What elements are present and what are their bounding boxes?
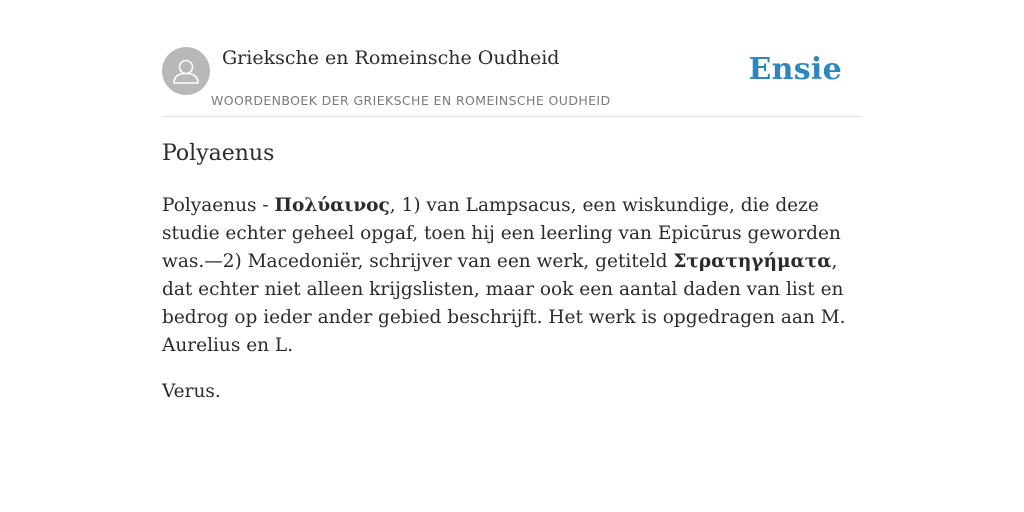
greek-term: Στρατηγήματα	[673, 251, 832, 272]
paragraph-text: , 1) van Lampsacus, een wiskundige, die deze studie echter geheel opgaf, toen hij een leerling van Epicūrus geworden was.—2) Macedoniër, schrijver van een werk, getiteld	[162, 195, 841, 272]
paragraph-text: Polyaenus -	[162, 195, 275, 216]
brand-logo[interactable]: Ensie	[748, 52, 842, 87]
article-paragraph	[162, 192, 862, 360]
site-header	[162, 46, 862, 117]
article-paragraph: Verus.	[162, 381, 221, 402]
site-subtitle: WOORDENBOEK DER GRIEKSCHE EN ROMEINSCHE OUDHEID	[211, 93, 611, 108]
article	[162, 136, 862, 406]
user-silhouette-icon[interactable]	[162, 47, 210, 95]
paragraph-text: , dat echter niet alleen krijgslisten, maar ook een aantal daden van list en bedrog op ieder ander gebied beschrijft. Het werk is opgedragen aan M. Aurelius en L.	[162, 251, 846, 356]
greek-term: Πολύαινος	[274, 195, 390, 216]
article-title: Polyaenus	[162, 141, 275, 166]
site-title-link[interactable]: Grieksche en Romeinsche Oudheid	[222, 47, 560, 69]
